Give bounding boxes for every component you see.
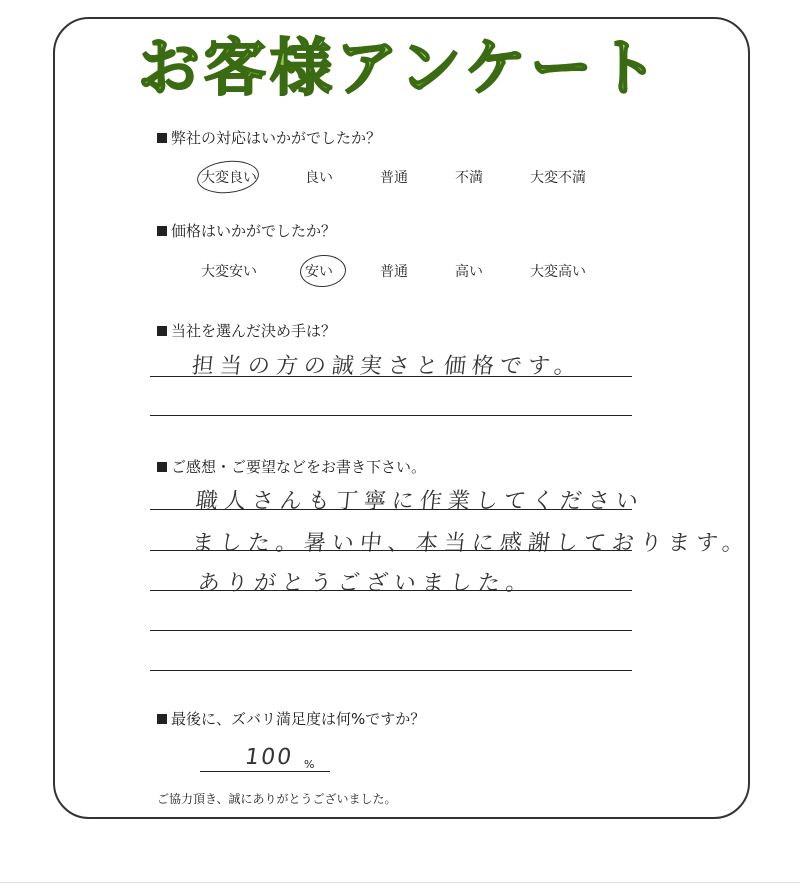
question-5 <box>157 710 425 728</box>
question-4 <box>157 458 426 476</box>
thanks-message: ご協力頂き、誠にありがとうございました。 <box>157 792 397 806</box>
q4-answer-rule-5 <box>150 670 632 671</box>
q1-option-dissatisfied[interactable]: 不満 <box>455 170 483 186</box>
square-bullet-icon <box>157 462 167 472</box>
q4-answer-line-2: ました。暑い中、本当に感謝しております。 <box>190 531 752 556</box>
question-2 <box>157 222 336 240</box>
question-5-label: 最後に、ズバリ満足度は何%ですか？ <box>171 710 426 728</box>
q2-option-expensive[interactable]: 高い <box>455 264 483 280</box>
q4-answer-rule-2 <box>150 550 632 551</box>
question-3 <box>157 322 336 340</box>
satisfaction-unit: % <box>304 758 315 771</box>
question-1 <box>157 129 381 147</box>
q2-option-normal[interactable]: 普通 <box>380 264 408 280</box>
q1-option-good[interactable]: 良い <box>305 170 333 186</box>
question-2-label: 価格はいかがでしたか？ <box>171 222 337 240</box>
square-bullet-icon <box>157 226 167 236</box>
q4-answer-line-1: 職人さんも丁寧に作業してください <box>194 489 646 514</box>
q3-answer-rule-1 <box>150 376 632 377</box>
q2-option-very-expensive[interactable]: 大変高い <box>530 264 586 280</box>
q2-option-cheap[interactable]: 安い <box>305 264 333 280</box>
survey-title: お客様アンケート <box>0 30 800 106</box>
square-bullet-icon <box>157 326 167 336</box>
q4-answer-rule-3 <box>150 590 632 591</box>
page-bottom-rule <box>0 882 800 883</box>
q2-option-very-cheap[interactable]: 大変安い <box>201 264 257 280</box>
q4-answer-line-3: ありがとうございました。 <box>196 571 536 596</box>
square-bullet-icon <box>157 133 167 143</box>
satisfaction-rule <box>200 771 330 772</box>
square-bullet-icon <box>157 714 167 724</box>
q1-option-very-dissatisfied[interactable]: 大変不満 <box>530 170 586 186</box>
question-1-label: 弊社の対応はいかがでしたか？ <box>171 129 382 147</box>
q1-option-normal[interactable]: 普通 <box>380 170 408 186</box>
question-4-label: ご感想・ご要望などをお書き下さい。 <box>171 458 427 476</box>
satisfaction-value: 100 <box>243 745 295 770</box>
q4-answer-rule-1 <box>150 509 632 510</box>
q1-option-very-good[interactable]: 大変良い <box>201 170 257 186</box>
q3-answer-line-1: 担当の方の誠実さと価格です。 <box>190 354 584 379</box>
q4-answer-rule-4 <box>150 630 632 631</box>
question-3-label: 当社を選んだ決め手は？ <box>171 322 337 340</box>
q3-answer-rule-2 <box>150 415 632 416</box>
